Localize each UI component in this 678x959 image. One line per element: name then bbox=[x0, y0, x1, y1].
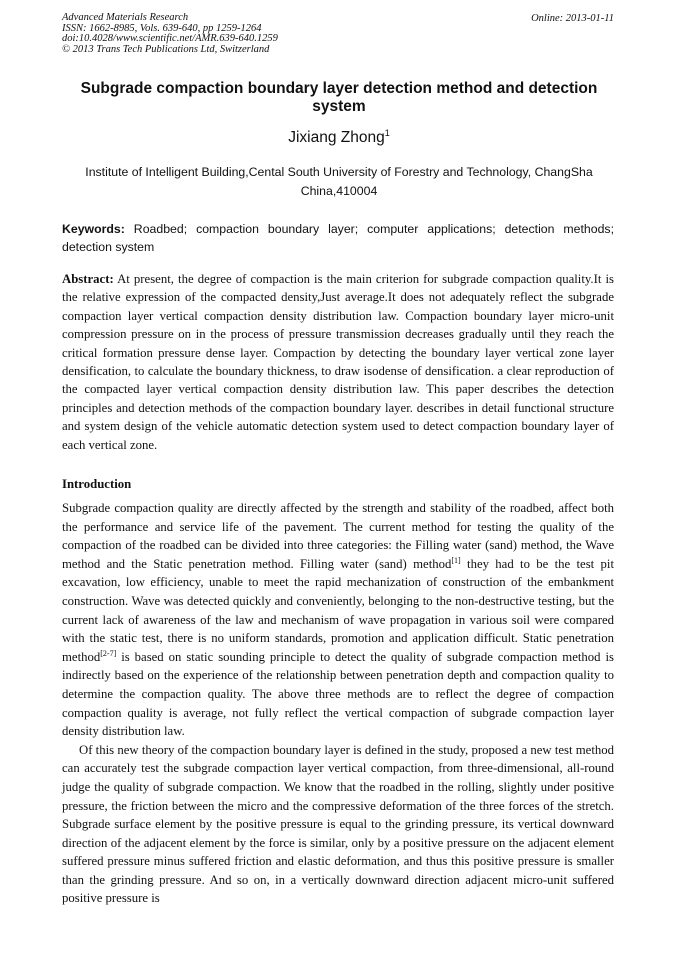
journal-name: Advanced Materials Research bbox=[62, 12, 189, 23]
citation[interactable]: [2-7] bbox=[100, 648, 117, 658]
paragraph-text: they had to be the test pit excavation, low efficiency, unable to meet the rapid mechanization of construction of the embankment construction. Wave was detected quickly and conveniently, belonging to the non-destructive testing, but the current lack of awareness of the law and mechanism of wave propagation in various soil were compared with the static test, there is no uniform standards, promotion and application difficult. Static penetration method bbox=[62, 556, 614, 664]
section-heading-introduction: Introduction bbox=[62, 477, 132, 491]
abstract bbox=[62, 270, 614, 454]
paragraph bbox=[62, 499, 614, 741]
online-date: Online: 2013-01-11 bbox=[531, 13, 614, 24]
paragraph-text: Subgrade compaction quality are directly affected by the strength and stability of the roadbed, affect both the performance and service life of the pavement. The current method for testing the quality of the compaction of the roadbed can be divided into three categories: the Filling water (sand) method, the Wave method and the Static penetration method. Filling water (sand) method bbox=[62, 501, 614, 571]
keywords-text: Roadbed; compaction boundary layer; computer applications; detection methods; detection system bbox=[62, 222, 614, 254]
paragraph: Of this new theory of the compaction boundary layer is defined in the study, proposed a new test method can accurately test the subgrade compaction layer vertical compaction, from three-dimensional, all-round judge the quality of subgrade compaction. We know that the roadbed in the rolling, slightly under positive pressure, the friction between the micro and the compressive deformation of the three forces of the stretch. Subgrade surface element by the positive pressure is equal to the grinding pressure, its vertical downward direction of the adjacent element by the force is similar, only by a positive pressure on the adjacent element suffered pressure minus suffered friction and elastic deformation, and thus this positive pressure is smaller than the grinding pressure. And so on, in a vertically downward direction adjacent micro-unit suffered positive pressure is bbox=[62, 742, 614, 906]
author-affiliation-mark: 1 bbox=[384, 128, 390, 138]
keywords bbox=[62, 220, 614, 256]
abstract-label: Abstract: bbox=[62, 272, 114, 286]
author bbox=[62, 128, 616, 147]
abstract-text: At present, the degree of compaction is the main criterion for subgrade compaction quality.It is the relative expression of the compacted density,Just average.It does not adequately reflect the subgrade compaction layer vertical compaction density distribution law. Compaction boundary layer micro-unit compression pressure on in the process of pressure transmission decreases gradually until they reach the critical formation pressure dense layer. Compaction by detecting the boundary layer vertical zone layer densification, to calculate the boundary thickness, to draw isodense of densification. a clear reproduction of the compacted layer vertical compaction density distribution law. This paper describes the detection principles and detection methods of the compaction boundary layer. describes in detail functional structure and system design of the vehicle automatic detection system used to detect compaction boundary layer of each vertical zone. bbox=[62, 272, 614, 452]
paragraph-text: is based on static sounding principle to detect the quality of subgrade compaction method is indirectly based on the experience of the relationship between penetration depth and compaction quality to determine the compaction quality. The above three methods are to reflect the degree of compaction compaction quality is average, not fully reflect the vertical compaction of subgrade compaction layer density distribution law. bbox=[62, 649, 614, 739]
paper-title: Subgrade compaction boundary layer detection method and detection system bbox=[80, 80, 598, 115]
affiliation: Institute of Intelligent Building,Cental South University of Forestry and Technology, ChangSha China,410004 bbox=[85, 165, 593, 198]
introduction-body bbox=[62, 499, 614, 908]
issn-line: ISSN: 1662-8985, Vols. 639-640, pp 1259-1264 bbox=[62, 22, 262, 34]
copyright-line: © 2013 Trans Tech Publications Ltd, Switzerland bbox=[62, 43, 270, 55]
citation[interactable]: [1] bbox=[451, 555, 461, 565]
keywords-label: Keywords: bbox=[62, 222, 125, 236]
journal-header bbox=[62, 13, 278, 55]
author-name: Jixiang Zhong bbox=[288, 129, 385, 147]
doi-line: doi:10.4028/www.scientific.net/AMR.639-640.1259 bbox=[62, 33, 278, 45]
